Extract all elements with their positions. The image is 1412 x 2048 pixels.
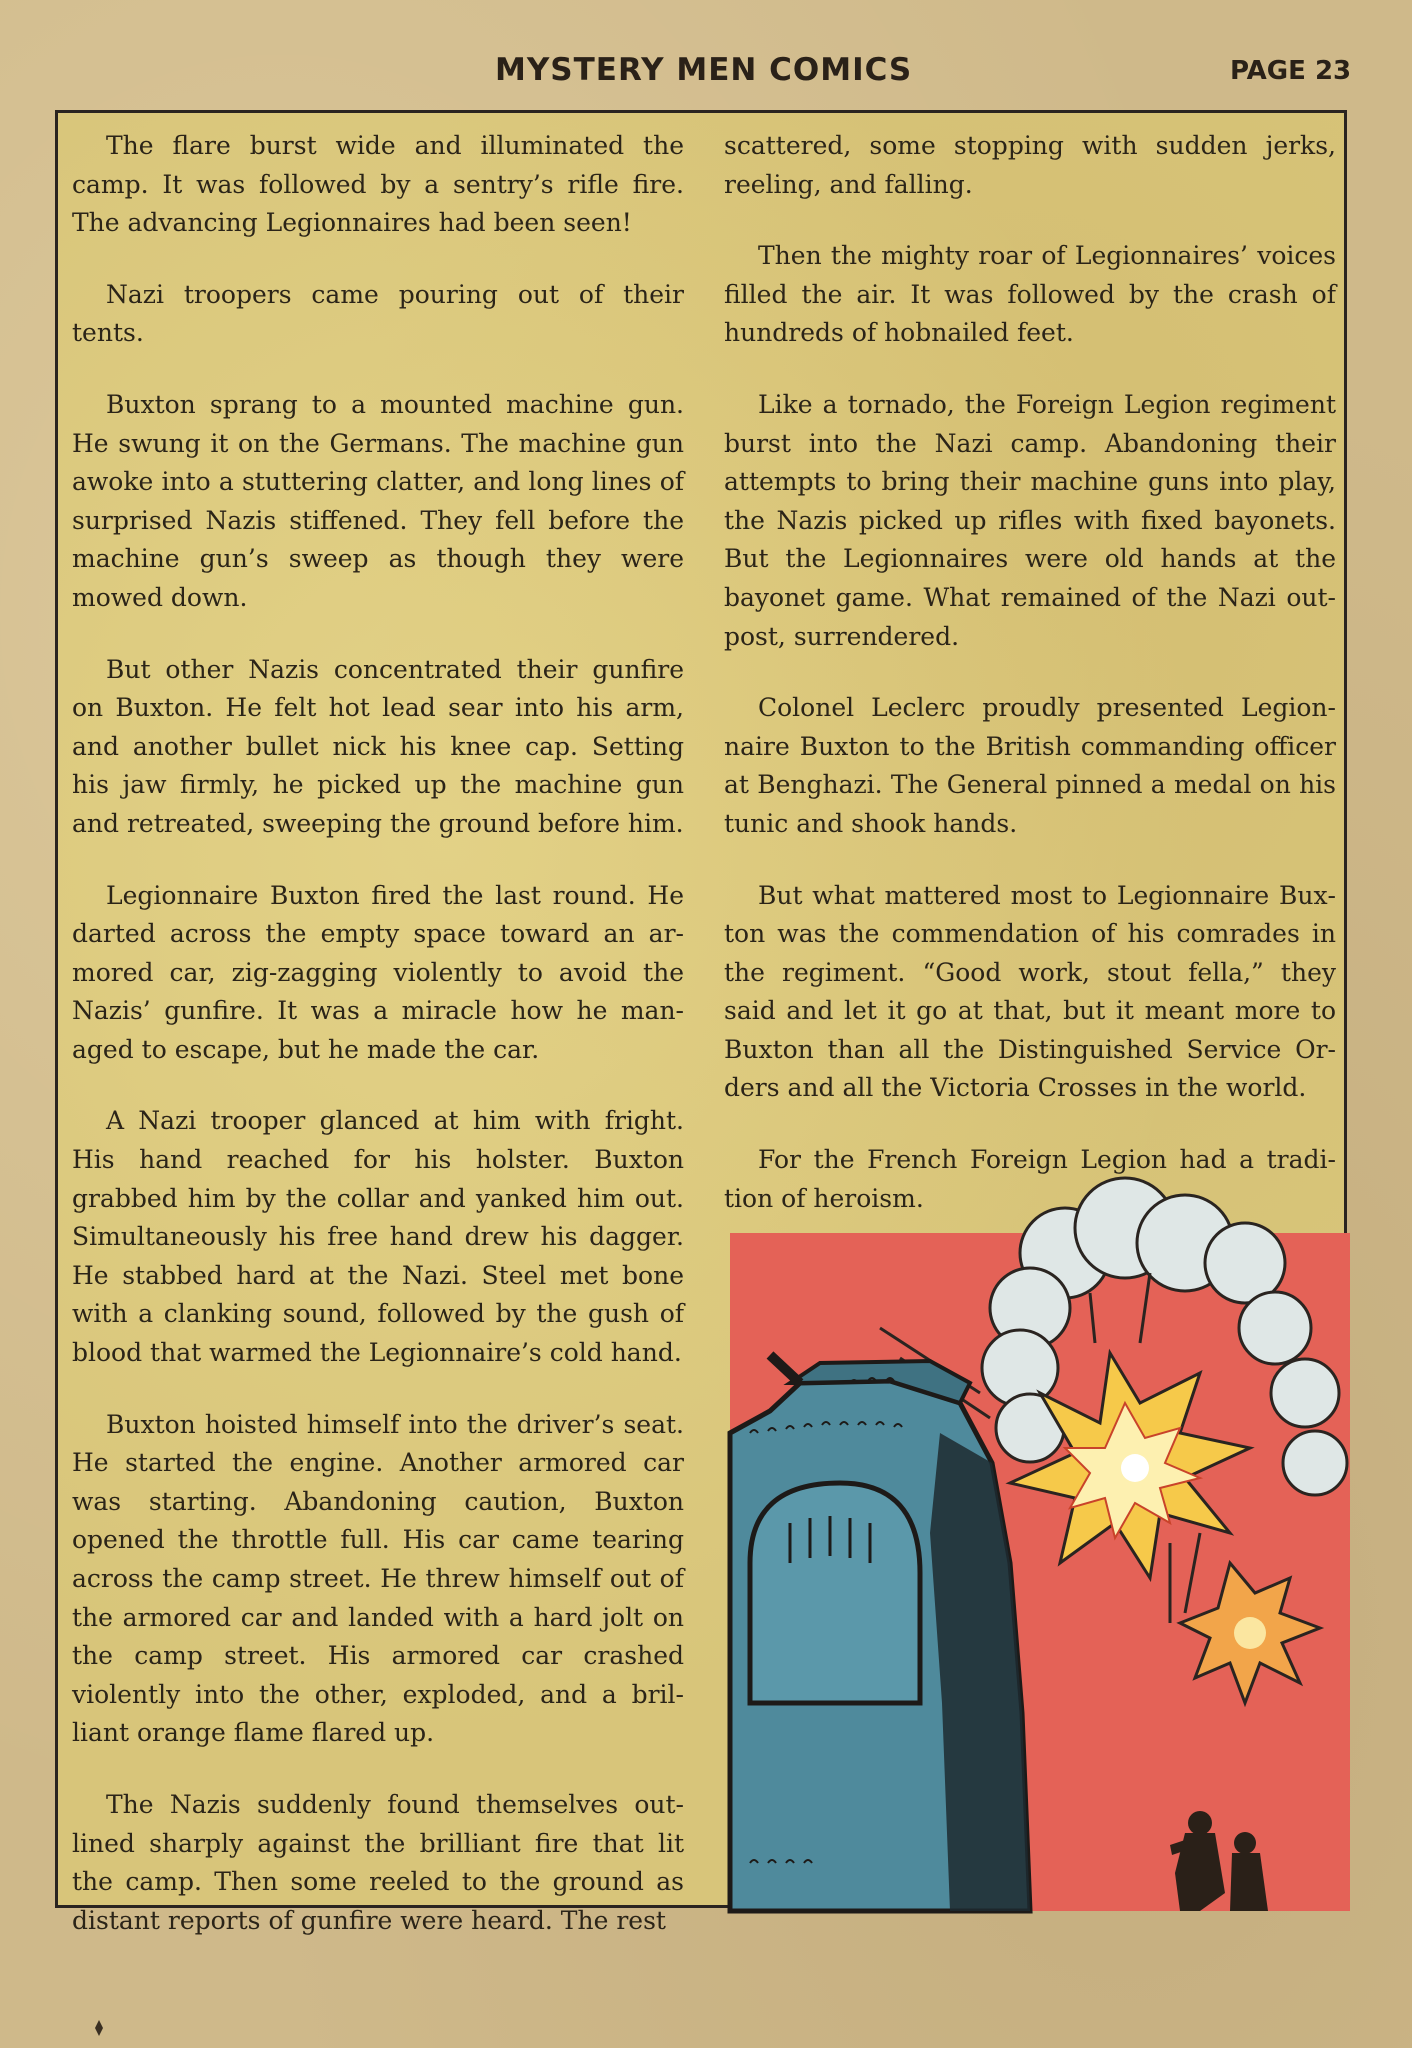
- paragraph: Legionnaire Buxton fired the last round. He darted across the empty space toward an armored car, zig-zagging violently to avoid the Nazis’ gunfire. It was a miracle how he managed to escape, but he made the car.: [72, 880, 684, 1064]
- page-header: [0, 52, 1412, 92]
- print-mark: [94, 2020, 104, 2036]
- paragraph: The flare burst wide and illuminated the camp. It was followed by a sentry’s rifle fire. The advancing Legionnaires had been seen!: [72, 131, 684, 238]
- page-number: PAGE 23: [1230, 56, 1352, 86]
- paragraph: Colonel Leclerc proudly presented Legionnaire Buxton to the British commanding officer at Benghazi. The General pinned a medal on his tunic and shook hands.: [724, 693, 1336, 838]
- paragraph: Then the mighty roar of Legionnaires’ voices filled the air. It was followed by the crash of hundreds of hobnailed feet.: [724, 241, 1336, 348]
- left-column: [72, 127, 684, 1973]
- paragraph: The Nazis suddenly found themselves outlined sharply against the brilliant fire that lit the camp. Then some reeled to the ground as distant reports of gunfire were heard. The rest: [72, 1789, 684, 1935]
- paragraph: For the French Foreign Legion had a tradition of heroism.: [724, 1145, 1336, 1213]
- paragraph: Like a tornado, the Foreign Legion regiment burst into the Nazi camp. Abandoning their attempts to bring their machine guns into play, the Nazis picked up rifles with fixed bayonets. But the Legionnaires were old hands at the bayonet game. What remained of the Nazi outpost, surrendered.: [724, 389, 1336, 651]
- story-panel: [55, 110, 1347, 1935]
- magazine-title: MYSTERY MEN COMICS: [495, 52, 913, 88]
- armored-car-explosion-illustration: [730, 1233, 1350, 1911]
- paragraph: Buxton sprang to a mounted machine gun. He swung it on the Germans. The machine gun awoke into a stuttering clatter, and long lines of surprised Nazis stiffened. They fell before the machine gun’s sweep as though they were mowed down.: [72, 389, 684, 612]
- paragraph: But other Nazis concentrated their gunfire on Buxton. He felt hot lead sear into his arm, and another bullet nick his knee cap. Setting his jaw firmly, he picked up the machine gun and retreated, sweeping the ground before him.: [72, 654, 684, 838]
- paragraph: A Nazi trooper glanced at him with fright. His hand reached for his holster. Buxton grabbed him by the collar and yanked him out. Simultaneously his free hand drew his dagger. He stabbed hard at the Nazi. Steel met bone with a clanking sound, followed by the gush of blood that warmed the Legionnaire’s cold hand.: [72, 1106, 684, 1368]
- paragraph: But what mattered most to Legionnaire Buxton was the commendation of his comrades in the regiment. “Good work, stout fella,” they said and let it go at that, but it meant more to Buxton than all the Distinguished Service Orders and all the Victoria Crosses in the world.: [724, 880, 1336, 1103]
- paragraph: Nazi troopers came pouring out of their tents.: [72, 279, 684, 348]
- right-column: [724, 127, 1336, 1251]
- paragraph: scattered, some stopping with sudden jerks, reeling, and falling.: [724, 131, 1336, 199]
- paragraph: Buxton hoisted himself into the driver’s seat. He started the engine. Another armored car was starting. Abandoning caution, Buxton opened the throttle full. His car came tearing across the camp street. He threw himself out of the armored car and landed with a hard jolt on the camp street. His armored car crashed violently into the other, exploded, and a brilliant orange flame flared up.: [72, 1409, 684, 1748]
